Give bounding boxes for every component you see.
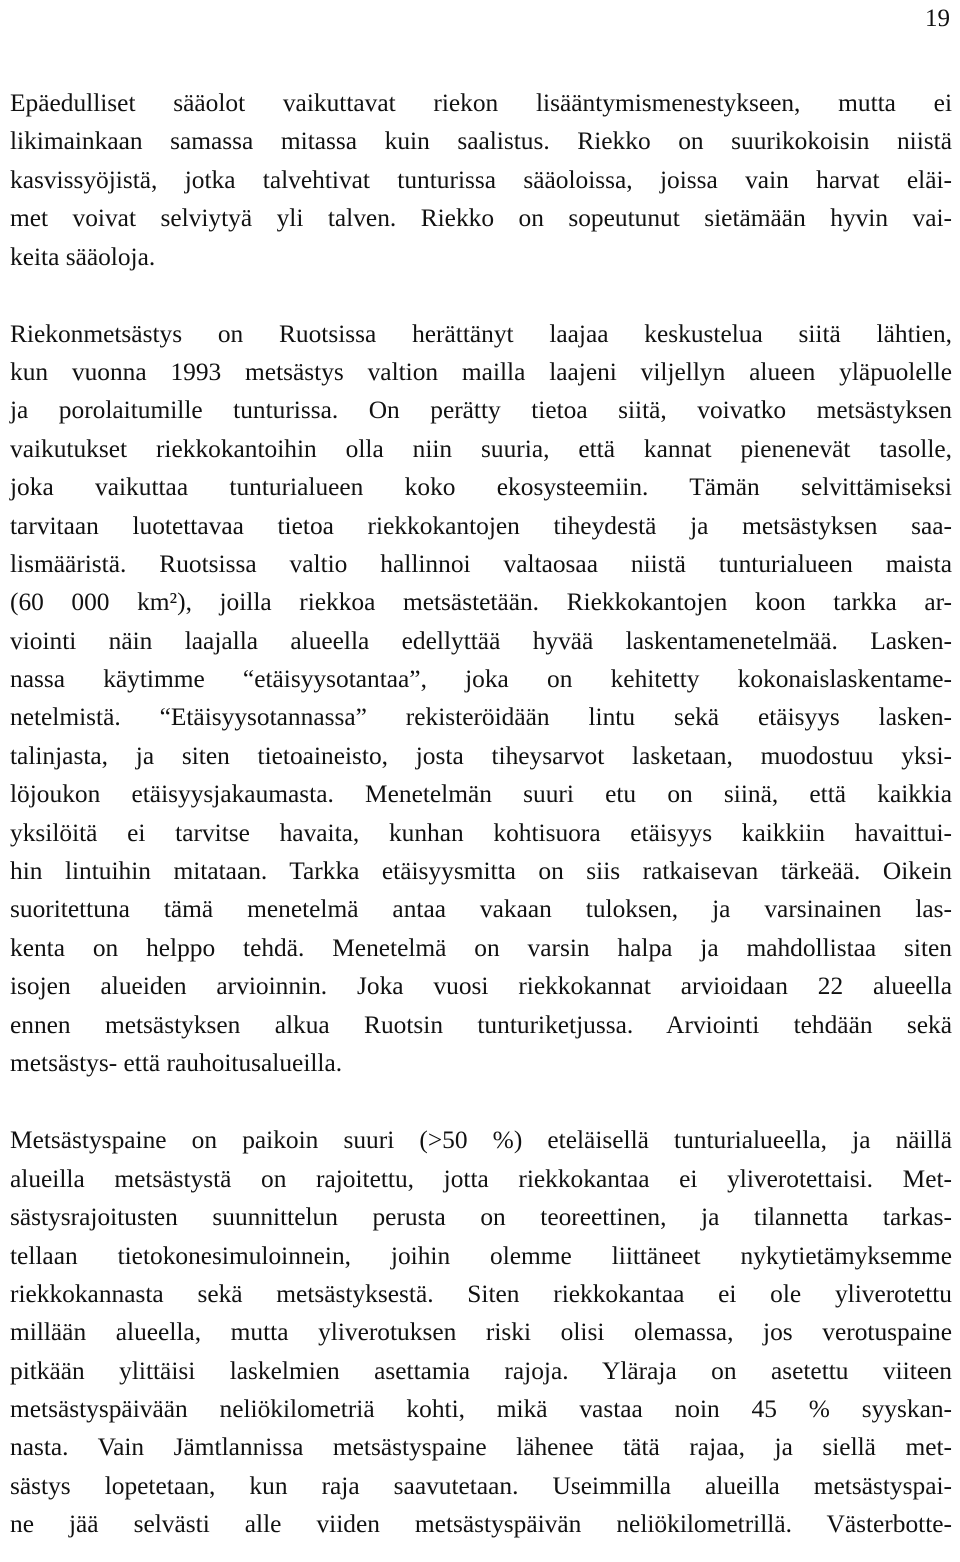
text-line: tarvitaan luotettavaa tietoa riekkokantojen tiheydestä ja metsästyksen saa- [10, 511, 952, 540]
text-line: suoritettuna tämä menetelmä antaa vakaan tuloksen, ja varsinainen las- [10, 895, 952, 924]
text-line: ja porolaitumille tunturissa. On perätty tietoa siitä, voivatko metsästyksen [10, 396, 952, 425]
text-line: kenta on helppo tehdä. Menetelmä on varsin halpa ja mahdollistaa siten [10, 933, 952, 962]
text-line: (60 000 km²), joilla riekkoa metsästetään. Riekkokantojen koon tarkka ar- [10, 588, 952, 617]
text-line: keita sääoloja. [10, 242, 156, 271]
text-line: nassa käytimme “etäisyysotantaa”, joka on kehitetty kokonaislaskentame- [10, 665, 952, 694]
document-body [10, 84, 952, 1544]
text-line: Riekonmetsästys on Ruotsissa herättänyt laajaa keskustelua siitä lähtien, [10, 319, 952, 348]
page-number: 19 [925, 5, 950, 32]
paragraph-spacer [10, 276, 952, 315]
text-line: sästysrajoitusten suunnittelun perusta on teoreettinen, ja tilannetta tarkas- [10, 1203, 952, 1232]
text-line: ne jää selvästi alle viiden metsästyspäivän neliökilometrillä. Västerbotte- [10, 1510, 952, 1539]
text-line: löjoukon etäisyysjakaumasta. Menetelmän suuri etu on siinä, että kaikkia [10, 780, 952, 809]
text-line: tellaan tietokonesimuloinnein, joihin olemme liittäneet nykytietämyksemme [10, 1241, 952, 1270]
text-line: talinjasta, ja siten tietoaineisto, josta tiheysarvot lasketaan, muodostuu yksi- [10, 741, 952, 770]
text-line: pitkään ylittäisi laskelmien asettamia rajoja. Yläraja on asetettu viiteen [10, 1356, 952, 1385]
text-line: viointi näin laajalla alueella edellyttää hyvää laskentamenetelmää. Lasken- [10, 626, 952, 655]
paragraph-2 [10, 315, 952, 1083]
text-line: joka vaikuttaa tunturialueen koko ekosysteemiin. Tämän selvittämiseksi [10, 473, 952, 502]
text-line: metsästys- että rauhoitusalueilla. [10, 1048, 343, 1077]
paragraph-spacer [10, 1082, 952, 1121]
text-line: sästys lopetetaan, kun raja saavutetaan. Useimmilla alueilla metsästyspai- [10, 1471, 952, 1500]
text-line: yksilöitä ei tarvitse havaita, kunhan kohtisuora etäisyys kaikkiin havaittui- [10, 818, 952, 847]
paragraph-1 [10, 84, 952, 276]
text-line: met voivat selviytyä yli talven. Riekko on sopeutunut sietämään hyvin vai- [10, 204, 952, 233]
text-line: metsästyspäivään neliökilometriä kohti, mikä vastaa noin 45 % syyskan- [10, 1395, 952, 1424]
text-line: riekkokannasta sekä metsästyksestä. Siten riekkokantaa ei ole yliverotettu [10, 1279, 952, 1308]
text-line: kasvissyöjistä, jotka talvehtivat tunturissa sääoloissa, joissa vain harvat eläi- [10, 165, 952, 194]
text-line: ennen metsästyksen alkua Ruotsin tunturiketjussa. Arviointi tehdään sekä [10, 1010, 952, 1039]
text-line: nasta. Vain Jämtlannissa metsästyspaine lähenee tätä rajaa, ja siellä met- [10, 1433, 952, 1462]
text-line: netelmistä. “Etäisyysotannassa” rekisteröidään lintu sekä etäisyys lasken- [10, 703, 952, 732]
text-line: Epäedulliset sääolot vaikuttavat riekon lisääntymismenestykseen, mutta ei [10, 89, 952, 117]
text-line: isojen alueiden arvioinnin. Joka vuosi riekkokannat arvioidaan 22 alueella [10, 972, 952, 1001]
text-line: hin lintuihin mitataan. Tarkka etäisyysmitta on siis ratkaisevan tärkeää. Oikein [10, 857, 952, 886]
text-line: vaikutukset riekkokantoihin olla niin suuria, että kannat pienenevät tasolle, [10, 434, 952, 463]
paragraph-3 [10, 1121, 952, 1543]
text-line: kun vuonna 1993 metsästys valtion mailla laajeni viljellyn alueen yläpuolelle [10, 357, 952, 386]
text-line: lismääristä. Ruotsissa valtio hallinnoi valtaosaa niistä tunturialueen maista [10, 549, 952, 578]
text-line: alueilla metsästystä on rajoitettu, jotta riekkokantaa ei yliverotettaisi. Met- [10, 1164, 952, 1193]
text-line: likimainkaan samassa mitassa kuin saalistus. Riekko on suurikokoisin niistä [10, 127, 952, 156]
text-line: millään alueella, mutta yliverotuksen riski olisi olemassa, jos verotuspaine [10, 1318, 952, 1347]
text-line: Metsästyspaine on paikoin suuri (>50 %) eteläisellä tunturialueella, ja näillä [10, 1126, 952, 1155]
